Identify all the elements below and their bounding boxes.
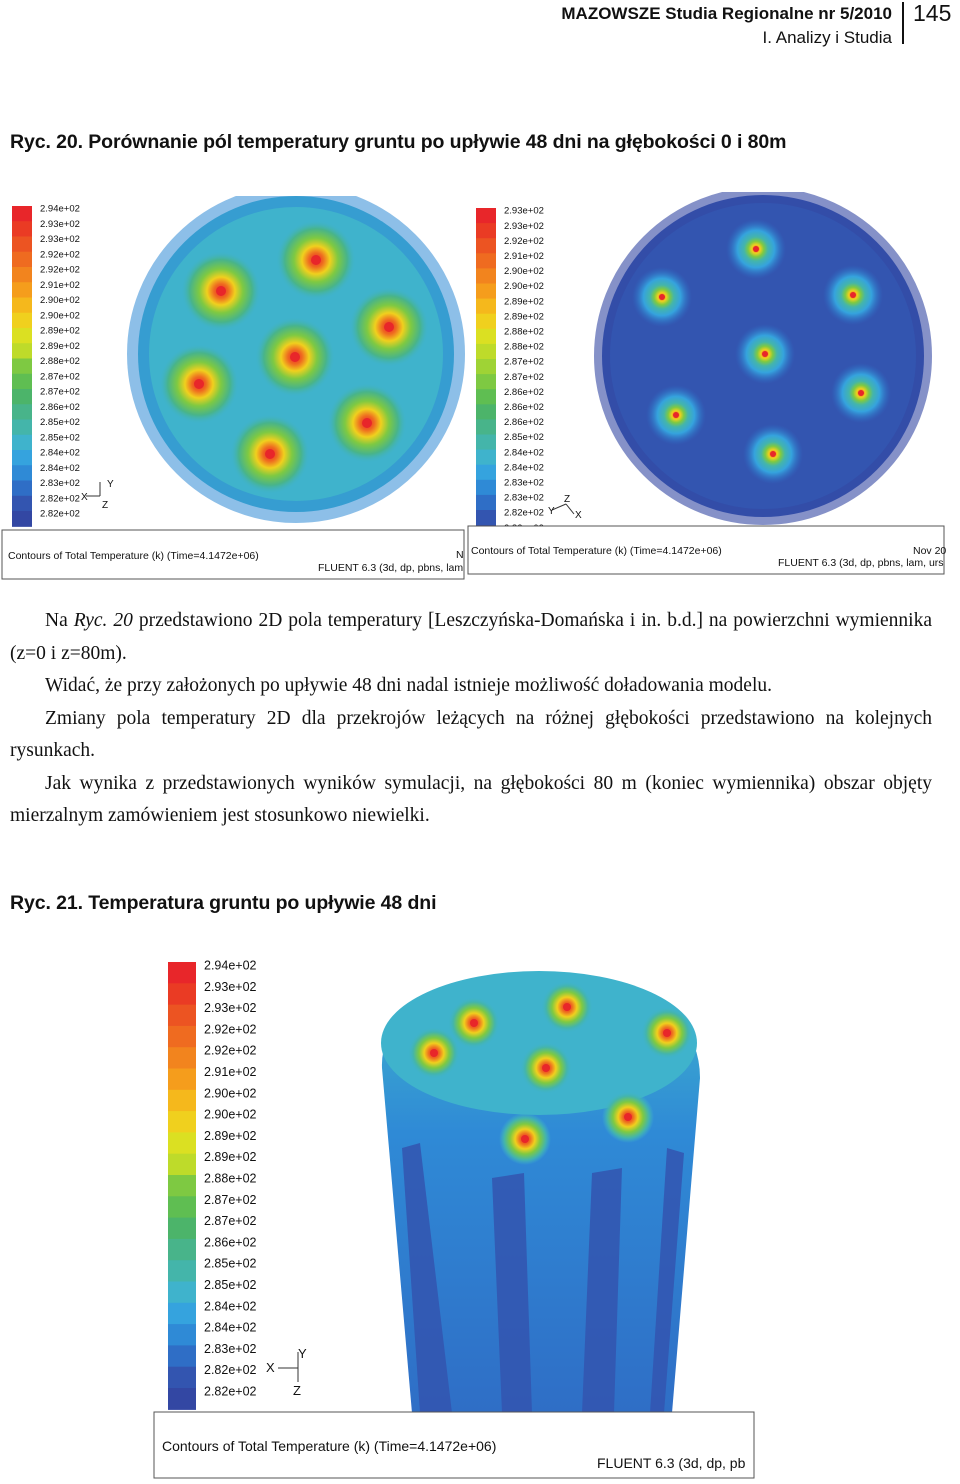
legend-value: 2.82e+02 [204,1384,257,1399]
legend-value: 2.91e+02 [204,1065,257,1079]
heat-spot-core [563,1003,571,1011]
legend-swatch [476,344,496,360]
legend-swatch [476,268,496,284]
legend-swatch [168,1324,196,1346]
legend-value: 2.88e+02 [204,1171,257,1186]
figure-21-plot [152,948,758,1480]
legend-value: 2.94e+02 [204,958,257,973]
axis-x-label: X [81,492,88,503]
heat-spot-core [858,390,864,396]
axis-z-label: Z [293,1383,301,1398]
paragraph-1-start: Na [45,610,74,631]
legend-value: 2.94e+02 [40,203,80,215]
legend-swatch [476,480,496,496]
heat-spot-core [521,1135,529,1143]
legend-swatch [476,419,496,435]
axis-triad [266,1346,307,1398]
paragraph-3: Zmiany pola temperatury 2D dla przekrojów leżących na różnej głębokości przedstawiono na kolejnych rysunkach. [10,707,932,761]
legend-swatch [168,1282,196,1304]
legend-value: 2.82e+02 [40,508,80,520]
footer-software: FLUENT 6.3 (3d, dp, pb [597,1455,746,1471]
legend-swatch [168,1239,196,1261]
figure-20-left-plot [0,196,468,582]
legend-value: 2.92e+02 [40,264,80,276]
legend-value: 2.89e+02 [504,311,544,323]
legend-swatch [476,404,496,420]
figure-20-left-panel [0,196,468,582]
legend-swatch [168,1047,196,1069]
footer-software: FLUENT 6.3 (3d, dp, pbns, lam [318,562,464,574]
legend-swatch [168,1218,196,1240]
body-text [10,605,932,833]
legend-value: 2.86e+02 [204,1235,257,1250]
legend-swatch [476,374,496,390]
legend-swatch [12,282,32,298]
footer-title: Contours of Total Temperature (k) (Time=4.1472e+06) [471,545,722,557]
legend-value: 2.93e+02 [504,220,544,232]
footer-date: Nov 20 [913,545,946,557]
legend-value: 2.85e+02 [40,432,80,444]
legend-value: 2.87e+02 [40,371,80,383]
legend-swatch [12,328,32,344]
legend-swatch [476,238,496,254]
legend-value: 2.90e+02 [40,295,80,307]
legend-swatch [168,1005,196,1027]
axis-triad [81,479,114,511]
heat-spot-core [290,352,300,362]
legend-value: 2.89e+02 [40,340,80,352]
legend-swatch [168,1175,196,1197]
figure-20-caption: Ryc. 20. Porównanie pól temperatury gruntu po upływie 48 dni na głębokości 0 i 80m [10,131,787,153]
legend-value: 2.89e+02 [40,325,80,337]
legend-value: 2.84e+02 [504,462,544,474]
legend-value: 2.92e+02 [40,249,80,261]
footer-title: Contours of Total Temperature (k) (Time=4.1472e+06) [162,1438,497,1454]
legend-swatch [12,496,32,512]
legend-value: 2.83e+02 [504,477,544,489]
axis-x-label: X [575,510,582,521]
legend-value: 2.84e+02 [504,447,544,459]
paragraph-4: Jak wynika z przedstawionych wyników symulacji, na głębokości 80 m (koniec wymiennika) obszar objęty mierzalnym zamówieniem jest stosunkowo niewielki. [10,772,932,826]
legend-swatch [168,1132,196,1154]
legend-swatch [12,420,32,436]
legend-swatch [476,284,496,300]
axis-x-label: X [266,1360,275,1375]
header-divider [902,2,904,44]
legend-value: 2.87e+02 [40,386,80,398]
legend-value: 2.86e+02 [504,402,544,413]
legend-swatch [476,253,496,269]
section-title: I. Analizy i Studia [762,28,892,47]
legend-value: 2.93e+02 [40,234,80,246]
legend-swatch [168,1345,196,1367]
legend-swatch [168,962,196,984]
legend-swatch [168,1026,196,1048]
axis-y-label: Y [548,506,555,517]
heat-spot-core [430,1049,438,1057]
legend-value: 2.93e+02 [204,979,257,994]
legend-swatch [12,298,32,314]
legend-swatch [476,223,496,239]
legend-value: 2.84e+02 [204,1320,257,1335]
legend-swatch [12,404,32,420]
legend-colorbar [476,206,544,541]
heat-spot-core [753,246,759,252]
legend-value: 2.90e+02 [204,1086,257,1101]
legend-swatch [12,511,32,527]
legend-value: 2.85e+02 [40,417,80,429]
legend-swatch [168,1196,196,1218]
legend-value: 2.85e+02 [504,432,544,444]
legend-swatch [476,450,496,466]
heat-spot-core [770,451,776,457]
legend-value: 2.90e+02 [204,1107,257,1122]
legend-value: 2.91e+02 [504,251,544,262]
axis-triad [548,494,582,521]
legend-swatch [12,252,32,268]
legend-swatch [12,267,32,283]
legend-swatch [476,359,496,375]
legend-value: 2.82e+02 [204,1363,257,1378]
legend-value: 2.86e+02 [504,417,544,429]
paragraph-1 [10,605,932,670]
legend-swatch [168,1388,196,1410]
legend-swatch [12,313,32,329]
legend-value: 2.93e+02 [204,1001,257,1016]
legend-swatch [12,359,32,375]
legend-value: 2.86e+02 [40,401,80,413]
legend-value: 2.87e+02 [504,356,544,368]
heat-spot-core [384,322,394,332]
legend-swatch [168,1069,196,1091]
figure-20-right-plot [466,192,946,578]
legend-swatch [12,343,32,359]
legend-value: 2.90e+02 [504,281,544,293]
legend-colorbar [168,959,257,1410]
legend-value: 2.90e+02 [40,310,80,322]
legend-value: 2.88e+02 [504,341,544,353]
journal-title: MAZOWSZE Studia Regionalne nr 5/2010 [561,4,892,23]
legend-value: 2.89e+02 [204,1128,257,1143]
figure-reference: Ryc. 20 [73,610,133,631]
heat-spot-core [850,292,856,298]
legend-value: 2.87e+02 [204,1214,257,1229]
axis-y-label: Y [107,479,114,490]
legend-value: 2.83e+02 [504,492,544,504]
legend-swatch [12,481,32,497]
heat-spot-core [194,379,204,389]
legend-value: 2.92e+02 [504,235,544,247]
legend-value: 2.84e+02 [40,462,80,474]
legend-swatch [476,389,496,405]
legend-value: 2.93e+02 [504,205,544,217]
legend-swatch [12,374,32,390]
footer-software: FLUENT 6.3 (3d, dp, pbns, lam, urs [778,557,944,569]
legend-value: 2.85e+02 [204,1278,257,1292]
heat-spot-core [659,294,665,300]
legend-swatch [476,299,496,315]
axis-y-label: Y [298,1346,307,1361]
figure-21-caption: Ryc. 21. Temperatura gruntu po upływie 48 dni [10,892,437,914]
heat-spot-core [673,412,679,418]
legend-value: 2.91e+02 [40,279,80,291]
legend-swatch [168,1154,196,1176]
legend-value: 2.87e+02 [504,371,544,383]
figure-20-right-panel [466,192,946,578]
page-number: 145 [913,0,952,26]
legend-value: 2.92e+02 [204,1022,257,1037]
legend-colorbar [12,204,80,527]
footer-title: Contours of Total Temperature (k) (Time=4.1472e+06) [8,550,259,562]
heat-spot-core [265,449,275,459]
axis-z-label: Z [564,494,571,505]
legend-value: 2.85e+02 [204,1256,257,1271]
legend-swatch [12,465,32,481]
legend-swatch [476,208,496,224]
legend-swatch [476,495,496,511]
legend-value: 2.89e+02 [504,296,544,308]
legend-value: 2.83e+02 [40,478,80,490]
legend-swatch [476,510,496,526]
legend-swatch [476,314,496,330]
axis-z-label: Z [102,500,109,511]
heat-spot-core [362,418,372,428]
paragraph-2: Widać, że przy założonych po upływie 48 dni nadal istnieje możliwość doładowania modelu. [45,675,772,696]
legend-value: 2.84e+02 [40,447,80,459]
legend-swatch [12,435,32,451]
legend-value: 2.88e+02 [40,356,80,368]
legend-swatch [12,389,32,405]
legend-swatch [476,329,496,345]
legend-swatch [12,206,32,222]
legend-swatch [476,435,496,451]
legend-value: 2.88e+02 [504,326,544,338]
footer-date: N [456,549,464,561]
legend-value: 2.89e+02 [204,1150,257,1165]
legend-value: 2.82e+02 [504,507,544,519]
legend-swatch [168,1111,196,1133]
legend-value: 2.93e+02 [40,218,80,230]
legend-value: 2.86e+02 [504,386,544,398]
legend-swatch [168,1303,196,1325]
legend-swatch [168,1367,196,1389]
legend-swatch [168,1260,196,1282]
heat-spot-core [624,1113,632,1121]
legend-swatch [476,465,496,481]
paragraph-1-end: przedstawiono 2D pola temperatury [Leszczyńska-Domańska i in. b.d.] na powierzchni wymiennika (z=0 i z=80m). [10,610,932,664]
heat-spot-core [542,1064,550,1072]
legend-value: 2.90e+02 [504,266,544,278]
heat-spot-core [470,1019,478,1027]
legend-value: 2.84e+02 [204,1299,257,1314]
legend-value: 2.82e+02 [40,493,80,505]
legend-swatch [168,1090,196,1112]
legend-swatch [12,450,32,466]
legend-value: 2.83e+02 [204,1341,257,1356]
legend-swatch [12,221,32,237]
legend-swatch [168,983,196,1005]
figure-21-panel [152,948,758,1480]
heat-spot-core [216,286,226,296]
heat-spot-core [762,351,768,357]
legend-swatch [12,237,32,253]
heat-spot-core [311,255,321,265]
legend-value: 2.92e+02 [204,1043,257,1058]
heat-spot-core [663,1029,671,1037]
legend-value: 2.87e+02 [204,1192,257,1207]
